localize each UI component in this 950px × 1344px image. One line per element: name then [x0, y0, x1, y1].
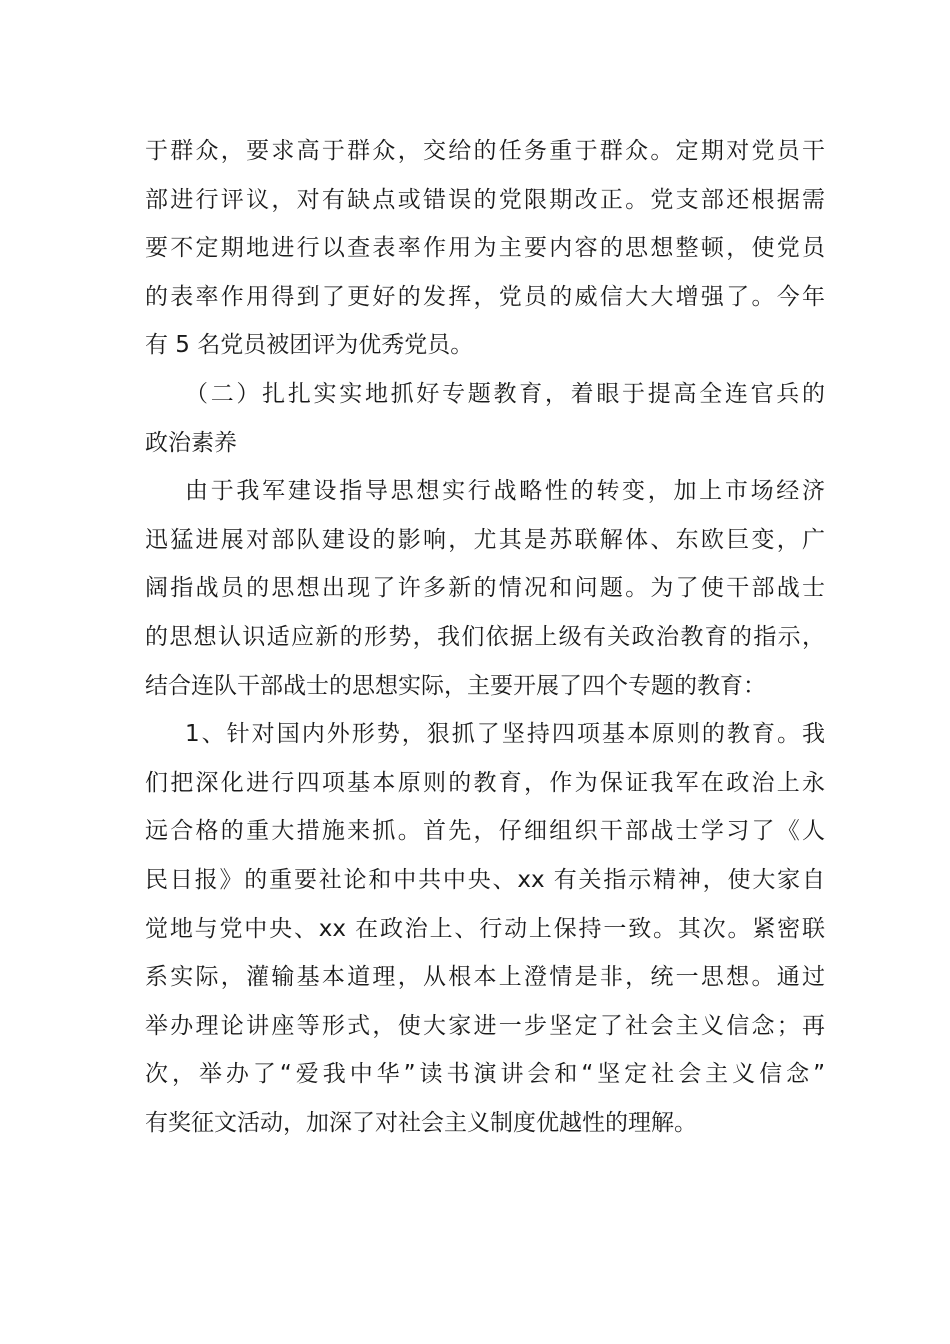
text-line: 的思想认识适应新的形势，我们依据上级有关政治教育的指示， [145, 623, 825, 650]
text-line: 迅猛进展对部队建设的影响，尤其是苏联解体、东欧巨变，广 [145, 526, 825, 553]
section-heading-line: （二）扎扎实实地抓好专题教育，着眼于提高全连官兵的 [185, 380, 825, 407]
text-line: 要不定期地进行以查表率作用为主要内容的思想整顿，使党员 [145, 235, 825, 262]
text-line: 民日报》的重要社论和中共中央、xx 有关指示精神，使大家自 [145, 866, 825, 893]
text-line: 远合格的重大措施来抓。首先，仔细组织干部战士学习了《人 [145, 818, 825, 845]
document-body [145, 127, 825, 1147]
text-line: 于群众，要求高于群众，交给的任务重于群众。定期对党员干 [145, 138, 825, 164]
text-line: 的表率作用得到了更好的发挥，党员的威信大大增强了。今年 [145, 283, 825, 310]
text-line: 部进行评议，对有缺点或错误的党限期改正。党支部还根据需 [145, 186, 825, 213]
text-line: 阔指战员的思想出现了许多新的情况和问题。为了使干部战士 [145, 575, 825, 602]
text-line: 由于我军建设指导思想实行战略性的转变，加上市场经济 [185, 478, 825, 505]
section-heading-line: 政治素养 [145, 429, 237, 456]
text-line: 们把深化进行四项基本原则的教育，作为保证我军在政治上永 [145, 769, 825, 796]
text-line: 次，举办了“爱我中华”读书演讲会和“坚定社会主义信念” [145, 1061, 825, 1088]
text-line: 觉地与党中央、xx 在政治上、行动上保持一致。其次。紧密联 [145, 915, 825, 942]
text-line: 1、针对国内外形势，狠抓了坚持四项基本原则的教育。我 [185, 721, 825, 748]
text-line: 系实际，灌输基本道理，从根本上澄情是非，统一思想。通过 [145, 964, 825, 991]
text-line: 结合连队干部战士的思想实际，主要开展了四个专题的教育： [145, 672, 766, 699]
text-line: 有奖征文活动，加深了对社会主义制度优越性的理解。 [145, 1109, 697, 1136]
text-line: 有 5 名党员被团评为优秀党员。 [145, 332, 474, 359]
text-line: 举办理论讲座等形式，使大家进一步坚定了社会主义信念；再 [145, 1012, 825, 1039]
